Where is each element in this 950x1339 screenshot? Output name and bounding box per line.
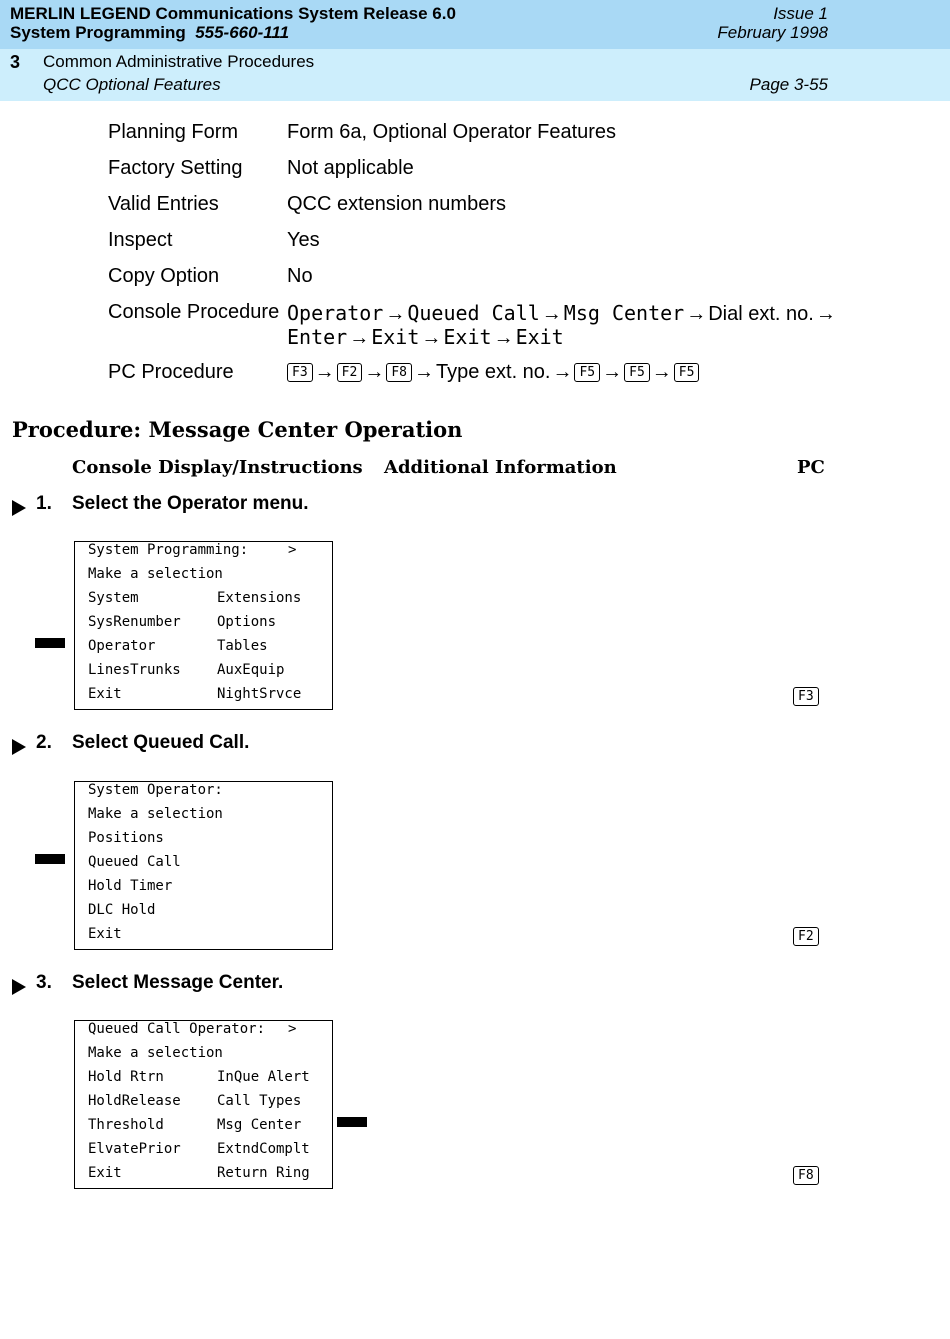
- console-instruction: Dial ext. no.: [708, 303, 814, 325]
- screen-text: Hold Rtrn: [88, 1069, 164, 1085]
- issue-date: February 1998: [717, 23, 828, 42]
- screen-text: Make a selection: [88, 566, 223, 582]
- console-menu-item: Exit: [443, 325, 492, 349]
- arrow-glyph: →: [686, 303, 707, 325]
- info-row-value: Not applicable: [287, 157, 414, 179]
- arrow-glyph: →: [364, 361, 385, 383]
- step-marker-icon: [12, 739, 26, 755]
- console-menu-item: Enter: [287, 325, 348, 349]
- screen-text: Exit: [88, 686, 122, 702]
- screen-text: HoldRelease: [88, 1093, 181, 1109]
- screen-text: System: [88, 590, 139, 606]
- info-row-label: Inspect: [108, 229, 173, 251]
- subtitle-text: System Programming: [10, 23, 186, 42]
- info-row-label: Factory Setting: [108, 157, 243, 179]
- arrow-glyph: →: [413, 361, 434, 383]
- console-menu-item: Exit: [371, 325, 420, 349]
- selection-pointer: [35, 854, 65, 864]
- arrow-glyph: →: [493, 327, 514, 349]
- screen-text: Tables: [217, 638, 268, 654]
- console-menu-item: Operator: [287, 301, 384, 325]
- console-display-screen: [74, 1020, 333, 1189]
- function-key-f8: F8: [793, 1166, 819, 1185]
- arrow-glyph: →: [385, 303, 406, 325]
- info-row-value: Yes: [287, 229, 320, 251]
- console-procedure-line2: [287, 325, 564, 350]
- screen-text: Exit: [88, 1165, 122, 1181]
- screen-text: Queued Call Operator:: [88, 1021, 266, 1037]
- arrow-glyph: →: [541, 303, 562, 325]
- selection-pointer: [35, 638, 65, 648]
- screen-text: Queued Call: [88, 854, 181, 870]
- screen-text: Exit: [88, 926, 122, 942]
- section-title-header: QCC Optional Features: [43, 75, 221, 94]
- function-key-f2: F2: [793, 927, 819, 946]
- screen-text: Hold Timer: [88, 878, 173, 894]
- step-instruction: Select Queued Call.: [72, 732, 250, 753]
- arrow-glyph: →: [349, 327, 370, 349]
- document-subtitle: [10, 23, 289, 43]
- step-number: 3.: [36, 972, 52, 993]
- function-key-f3: F3: [793, 687, 819, 706]
- screen-text: Return Ring: [217, 1165, 310, 1181]
- info-row-label: Valid Entries: [108, 193, 219, 215]
- function-key: F3: [287, 363, 313, 382]
- pc-procedure-label: PC Procedure: [108, 361, 234, 383]
- screen-text: Positions: [88, 830, 164, 846]
- screen-text: System Operator:: [88, 782, 223, 798]
- document-title: MERLIN LEGEND Communications System Release 6.0: [10, 4, 456, 23]
- step-number: 1.: [36, 493, 52, 514]
- function-key: F5: [624, 363, 650, 382]
- arrow-glyph: →: [815, 303, 836, 325]
- column-header-additional: Additional Information: [384, 457, 617, 478]
- info-row-label: Planning Form: [108, 121, 239, 143]
- info-row-value: Form 6a, Optional Operator Features: [287, 121, 617, 143]
- screen-text: >: [288, 542, 297, 558]
- screen-text: Operator: [88, 638, 156, 654]
- screen-text: DLC Hold: [88, 902, 156, 918]
- chapter-number: 3: [10, 52, 21, 72]
- step-instruction: Select the Operator menu.: [72, 493, 309, 514]
- screen-text: System Programming:: [88, 542, 249, 558]
- procedure-title: Procedure: Message Center Operation: [12, 417, 463, 442]
- function-key: F5: [574, 363, 600, 382]
- arrow-glyph: →: [552, 361, 573, 383]
- function-key: F2: [337, 363, 363, 382]
- screen-text: Call Types: [217, 1093, 302, 1109]
- info-row-label: Copy Option: [108, 265, 220, 287]
- arrow-glyph: →: [421, 327, 442, 349]
- function-key: F8: [386, 363, 412, 382]
- screen-text: ElvatePrior: [88, 1141, 181, 1157]
- info-row-value: No: [287, 265, 313, 287]
- screen-text: Make a selection: [88, 1045, 223, 1061]
- screen-text: Make a selection: [88, 806, 223, 822]
- console-menu-item: Exit: [515, 325, 564, 349]
- issue-label: Issue 1: [773, 4, 828, 23]
- step-marker-icon: [12, 500, 26, 516]
- doc-number: 555-660-111: [195, 23, 290, 42]
- screen-text: AuxEquip: [217, 662, 285, 678]
- screen-text: NightSrvce: [217, 686, 302, 702]
- screen-text: InQue Alert: [217, 1069, 310, 1085]
- screen-text: Msg Center: [217, 1117, 302, 1133]
- pc-procedure-line: [287, 361, 699, 384]
- console-menu-item: Queued Call: [407, 301, 540, 325]
- console-procedure-line1: [287, 301, 838, 326]
- step-instruction: Select Message Center.: [72, 972, 284, 993]
- arrow-glyph: →: [602, 361, 623, 383]
- chapter-title: Common Administrative Procedures: [43, 52, 315, 71]
- selection-pointer: [337, 1117, 367, 1127]
- column-header-console: Console Display/Instructions: [72, 457, 363, 478]
- info-row-value: QCC extension numbers: [287, 193, 506, 215]
- step-marker-icon: [12, 979, 26, 995]
- arrow-glyph: →: [651, 361, 672, 383]
- screen-text: LinesTrunks: [88, 662, 181, 678]
- console-display-screen: [74, 541, 333, 710]
- console-menu-item: Msg Center: [563, 301, 685, 325]
- pc-instruction: Type ext. no.: [435, 361, 551, 383]
- screen-text: SysRenumber: [88, 614, 181, 630]
- step-number: 2.: [36, 732, 52, 753]
- screen-text: Extensions: [217, 590, 302, 606]
- screen-text: Options: [217, 614, 277, 630]
- screen-text: Threshold: [88, 1117, 164, 1133]
- page-number: Page 3-55: [749, 75, 828, 94]
- screen-text: >: [288, 1021, 297, 1037]
- console-procedure-label: Console Procedure: [108, 301, 280, 323]
- column-header-pc: PC: [797, 457, 825, 478]
- screen-text: ExtndComplt: [217, 1141, 310, 1157]
- arrow-glyph: →: [314, 361, 335, 383]
- function-key: F5: [674, 363, 700, 382]
- console-display-screen: [74, 781, 333, 950]
